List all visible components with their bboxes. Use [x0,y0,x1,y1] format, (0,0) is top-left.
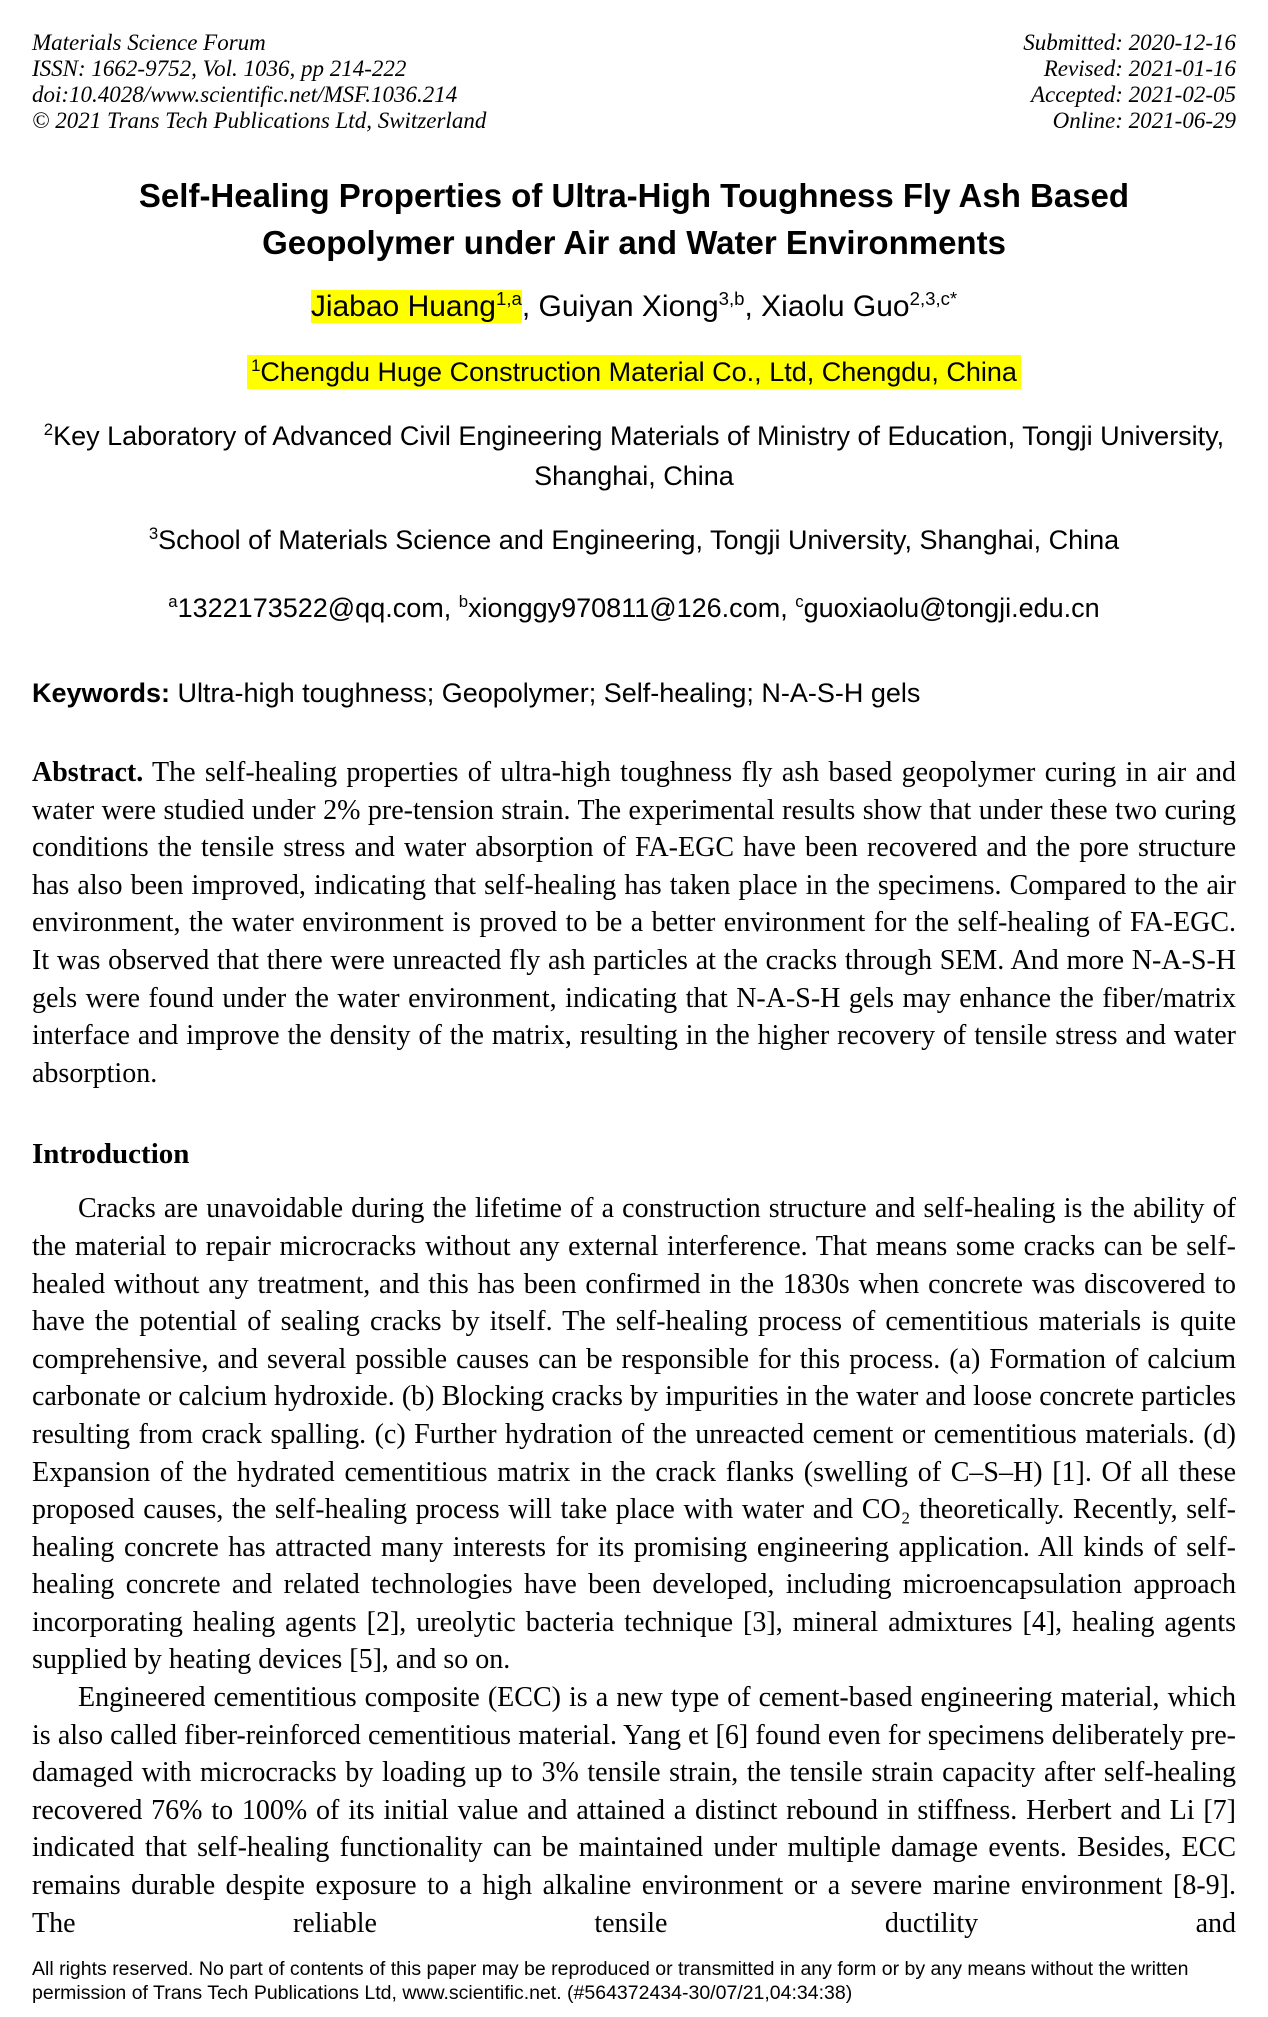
author-emails-line [32,588,1236,628]
abstract-label: Abstract. [32,757,144,788]
email-1-address: 1322173522@qq.com [177,593,444,623]
affiliation-1-superscript: 1 [251,356,261,375]
email-2-address: xionggy970811@126.com [468,593,781,623]
copyright-footer: All rights reserved. No part of contents of this paper may be reproduced or transmitted in any form or by any means without the written permission of Trans Tech Publications Ltd, www.scientific.net. (#564372434-30/07/21,04:34:38) [32,1958,1189,2004]
authors-line [32,288,1236,326]
date-accepted: Accepted: 2021-02-05 [1030,82,1236,107]
email-2-superscript: b [458,592,469,611]
affiliation-1-text: Chengdu Huge Construction Material Co., Ltd, Chengdu, China [260,357,1017,387]
journal-doi: doi:10.4028/www.scientific.net/MSF.1036.214 [32,82,458,107]
affiliation-2-superscript: 2 [43,420,54,439]
date-online: Online: 2021-06-29 [1052,108,1236,133]
journal-copyright: © 2021 Trans Tech Publications Ltd, Switzerland [32,108,487,133]
affiliation-2 [32,416,1236,496]
page-title-line-1: Self-Healing Properties of Ultra-High Toughness Fly Ash Based [138,177,1130,214]
journal-name: Materials Science Forum [32,30,266,55]
author-1-highlighted [311,290,522,323]
author-1-name: Jiabao Huang [310,290,496,323]
introduction-heading: Introduction [32,1138,190,1171]
journal-issn: ISSN: 1662-9752, Vol. 1036, pp 214-222 [32,56,407,81]
affiliation-2-text: Key Laboratory of Advanced Civil Engineering Materials of Ministry of Education, Tongji University, Shanghai, China [53,421,1225,491]
author-3-name: Xiaolu Guo [761,290,910,323]
affiliation-3-superscript: 3 [148,524,159,543]
introduction-paragraph-2: Engineered cementitious composite (ECC) is a new type of cement-based engineering material, which is also called fiber-reinforced cementitious material. Yang et [6] found even for specimens deliberately pre-damaged with microcracks by loading up to 3% tensile strain, the tensile strain capacity after self-healing recovered 76% to 100% of its initial value and attained a distinct rebound in stiffness. Herbert and Li [7] indicated that self-healing functionality can be maintained under multiple damage events. Besides, ECC remains durable despite exposure to a high alkaline environment or a severe marine environment [8-9]. The reliable tensile ductility and [32,1682,1236,1939]
page-header [32,30,1236,134]
email-3-address: guoxiaolu@tongji.edu.cn [803,593,1100,623]
keywords-label: Keywords: [32,678,171,708]
affiliation-3 [32,520,1236,560]
date-revised: Revised: 2021-01-16 [1043,56,1236,81]
introduction-paragraph-1: Cracks are unavoidable during the lifetime of a construction structure and self-healing is the ability of the material to repair microcracks without any external interference. That means some cracks can be self-healed without any treatment, and this has been confirmed in the 1830s when concrete was discovered to have the potential of sealing cracks by itself. The self-healing process of cementitious materials is quite comprehensive, and several possible causes can be responsible for this process. (a) Formation of calcium carbonate or calcium hydroxide. (b) Blocking cracks by impurities in the water and loose concrete particles resulting from crack spalling. (c) Further hydration of the unreacted cement or cementitious materials. (d) Expansion of the hydrated cementitious matrix in the crack flanks (swelling of C–S–H) [1]. Of all these proposed causes, the self-healing process will take place with water and CO₂ theoretically. Recently, self-healing concrete has attracted many interests for its promising engineering application. All kinds of self-healing concrete and related technologies have been developed, including microencapsulation approach incorporating healing agents [2], ureolytic bacteria technique [3], mineral admixtures [4], healing agents supplied by heating devices [5], and so on. [32,1193,1236,1676]
author-3-superscript: 2,3,c* [909,288,958,309]
author-separator: , [521,290,539,323]
email-separator: , [780,593,796,623]
email-1-superscript: a [168,592,178,611]
abstract-text: The self-healing properties of ultra-high toughness fly ash based geopolymer curing in air and water were studied under 2% pre-tension strain. The experimental results show that under these two curing conditions the tensile stress and water absorption of FA-EGC have been recovered and the pore structure has also been improved, indicating that self-healing has taken place in the specimens. Compared to the air environment, the water environment is proved to be a better environment for the self-healing of FA-EGC. It was observed that there were unreacted fly ash particles at the cracks through SEM. And more N-A-S-H gels were found under the water environment, indicating that N-A-S-H gels may enhance the fiber/matrix interface and improve the density of the matrix, resulting in the higher recovery of tensile stress and water absorption. [32,757,1236,1089]
page-title-line-2: Geopolymer under Air and Water Environments [262,224,1006,261]
email-separator: , [443,593,459,623]
keywords-line [32,676,1236,710]
abstract-paragraph [32,754,1236,1092]
page-title [32,172,1236,266]
author-separator: , [744,290,762,323]
author-2-name: Guiyan Xiong [538,290,719,323]
author-1-superscript: 1,a [495,288,522,309]
journal-info-block [32,30,486,134]
dates-block [1023,30,1236,134]
keywords-text: Ultra-high toughness; Geopolymer; Self-healing; N-A-S-H gels [170,678,921,708]
date-submitted: Submitted: 2020-12-16 [1023,30,1236,55]
affiliation-1-highlighted [247,355,1021,389]
affiliation-3-text: School of Materials Science and Engineering, Tongji University, Shanghai, China [158,525,1120,555]
author-2-superscript: 3,b [718,288,745,309]
affiliation-1 [32,352,1236,392]
email-3-superscript: c [795,592,804,611]
